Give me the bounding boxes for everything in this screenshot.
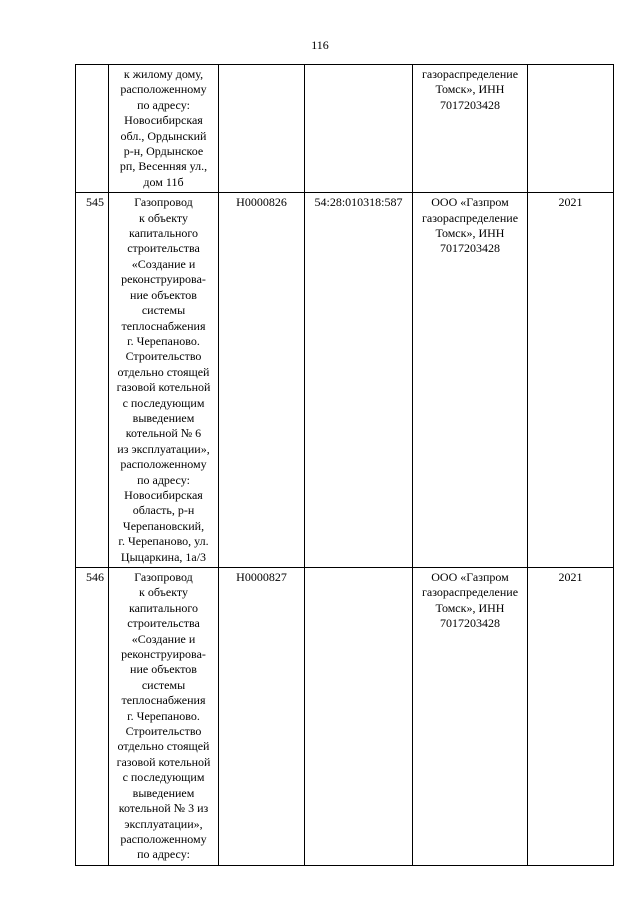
row-number: 546 [86, 570, 104, 584]
inventory-code-cell [219, 65, 305, 193]
table-row-545 [76, 193, 614, 568]
inventory-code: Н0000826 [236, 195, 287, 210]
page-number: 116 [311, 38, 329, 52]
object-name: Газопровод к объекту капитального строительства «Создание и реконструирова- ние объектов системы теплоснабжения г. Черепаново. Строительство отдельно стоящей газовой котельной с последующим выведением котельной № 3 из эксплуатации», расположенному по адресу: [116, 570, 211, 862]
row-number: 545 [86, 195, 104, 210]
year: 2021 [558, 195, 583, 210]
year-cell [528, 193, 614, 568]
table-row-546 [76, 568, 614, 866]
object-name-cell [109, 568, 219, 866]
object-name-cell [109, 193, 219, 568]
table-row-continued [76, 65, 614, 193]
cadastral-number-cell [305, 568, 413, 866]
cadastral-number: 54:28:010318:587 [314, 195, 403, 210]
row-number-cell [76, 193, 109, 568]
year: 2021 [558, 570, 583, 584]
cadastral-number-cell [305, 65, 413, 193]
organization: ООО «Газпром газораспределение Томск», ИНН 7017203428 [421, 195, 519, 256]
organization: ООО «Газпром газораспределение Томск», ИНН 7017203428 [421, 570, 519, 631]
inventory-code: Н0000827 [236, 570, 287, 584]
year-cell [528, 65, 614, 193]
registry-table [75, 64, 614, 866]
object-name: к жилому дому, расположенному по адресу: Новосибирская обл., Ордынский р-н, Ордынское рп, Весенняя ул., дом 11б [119, 67, 208, 189]
row-number-cell [76, 65, 109, 193]
object-name-cell [109, 65, 219, 193]
organization: газораспределение Томск», ИНН 7017203428 [421, 67, 519, 112]
row-number-cell [76, 568, 109, 866]
object-name: Газопровод к объекту капитального строительства «Создание и реконструирова- ние объектов системы теплоснабжения г. Черепаново. Строительство отдельно стоящей газовой котельной с последующим выведением котельной № 6 из эксплуатации», расположенному по адресу: Новосибирская область, р-н Черепановский, г. Черепаново, ул. Цыцаркина, 1а/3 [116, 195, 211, 564]
organization-cell [413, 568, 528, 866]
inventory-code-cell [219, 568, 305, 866]
organization-cell [413, 65, 528, 193]
organization-cell [413, 193, 528, 568]
inventory-code-cell [219, 193, 305, 568]
cadastral-number-cell [305, 193, 413, 568]
year-cell [528, 568, 614, 866]
